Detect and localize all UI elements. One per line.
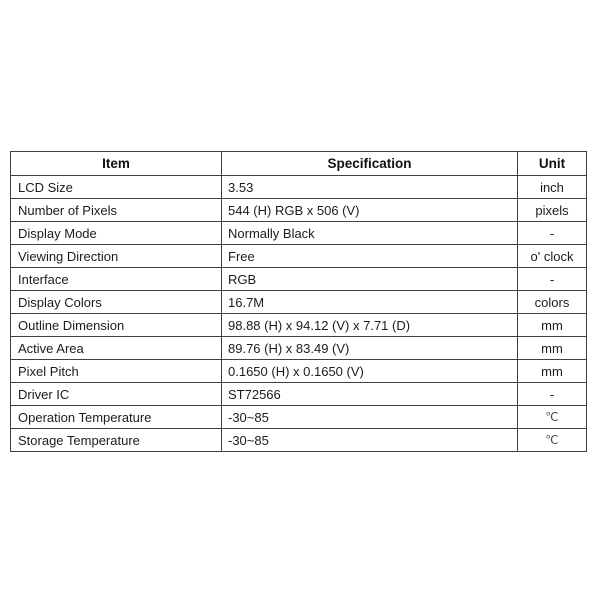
table-row xyxy=(11,268,587,291)
cell-item: Driver IC xyxy=(11,383,222,406)
cell-unit: mm xyxy=(518,314,587,337)
cell-unit: mm xyxy=(518,337,587,360)
cell-specification: 16.7M xyxy=(222,291,518,314)
table-row xyxy=(11,222,587,245)
cell-item: Operation Temperature xyxy=(11,406,222,429)
cell-unit: ℃ xyxy=(518,406,587,429)
cell-unit: inch xyxy=(518,176,587,199)
table-row xyxy=(11,291,587,314)
cell-item: Display Mode xyxy=(11,222,222,245)
table-row xyxy=(11,383,587,406)
specification-table xyxy=(10,151,587,452)
cell-unit: colors xyxy=(518,291,587,314)
cell-specification: 3.53 xyxy=(222,176,518,199)
cell-item: LCD Size xyxy=(11,176,222,199)
table-row xyxy=(11,314,587,337)
cell-unit: - xyxy=(518,268,587,291)
table-row xyxy=(11,199,587,222)
column-header-unit: Unit xyxy=(518,152,587,176)
cell-unit: pixels xyxy=(518,199,587,222)
table-row xyxy=(11,176,587,199)
column-header-item: Item xyxy=(11,152,222,176)
cell-specification: ST72566 xyxy=(222,383,518,406)
table-header-row xyxy=(11,152,587,176)
table-row xyxy=(11,406,587,429)
cell-specification: Free xyxy=(222,245,518,268)
table-row xyxy=(11,245,587,268)
cell-item: Interface xyxy=(11,268,222,291)
cell-specification: Normally Black xyxy=(222,222,518,245)
table-row xyxy=(11,360,587,383)
cell-item: Viewing Direction xyxy=(11,245,222,268)
table-row xyxy=(11,337,587,360)
cell-unit: - xyxy=(518,222,587,245)
cell-specification: 98.88 (H) x 94.12 (V) x 7.71 (D) xyxy=(222,314,518,337)
cell-specification: 544 (H) RGB x 506 (V) xyxy=(222,199,518,222)
cell-specification: RGB xyxy=(222,268,518,291)
cell-item: Storage Temperature xyxy=(11,429,222,452)
cell-item: Display Colors xyxy=(11,291,222,314)
cell-specification: 0.1650 (H) x 0.1650 (V) xyxy=(222,360,518,383)
cell-item: Active Area xyxy=(11,337,222,360)
cell-unit: mm xyxy=(518,360,587,383)
cell-item: Number of Pixels xyxy=(11,199,222,222)
cell-unit: - xyxy=(518,383,587,406)
cell-item: Outline Dimension xyxy=(11,314,222,337)
table-row xyxy=(11,429,587,452)
cell-item: Pixel Pitch xyxy=(11,360,222,383)
cell-specification: -30~85 xyxy=(222,429,518,452)
cell-specification: -30~85 xyxy=(222,406,518,429)
column-header-specification: Specification xyxy=(222,152,518,176)
cell-unit: o' clock xyxy=(518,245,587,268)
cell-unit: ℃ xyxy=(518,429,587,452)
cell-specification: 89.76 (H) x 83.49 (V) xyxy=(222,337,518,360)
